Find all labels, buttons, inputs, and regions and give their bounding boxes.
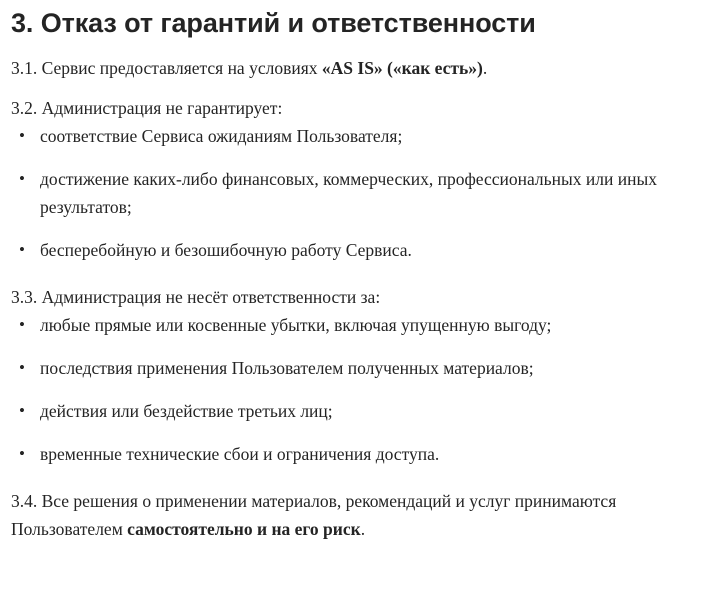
clause-3-1-text: 3.1. Сервис предоставляется на условиях	[11, 58, 322, 78]
list-item	[11, 122, 711, 150]
bullet-icon: •	[19, 401, 25, 420]
bullet-icon: •	[19, 126, 25, 145]
bullet-icon: •	[19, 240, 25, 259]
clause-3-4-bold: самостоятельно и на его риск	[127, 519, 361, 539]
list-item-text: достижение каких-либо финансовых, коммерческих, профессиональных или иных результатов;	[40, 169, 657, 217]
clause-3-4-text: 3.4. Все решения о применении материалов, рекомендаций и услуг принимаются Пользователем	[11, 491, 617, 539]
document-section	[11, 0, 711, 543]
section-heading: 3. Отказ от гарантий и ответственности	[11, 8, 536, 38]
bullet-icon: •	[19, 169, 25, 188]
bullet-icon: •	[19, 315, 25, 334]
list-item-text: любые прямые или косвенные убытки, включая упущенную выгоду;	[40, 315, 552, 335]
list-item-text: соответствие Сервиса ожиданиям Пользователя;	[40, 126, 403, 146]
clause-3-4-end: .	[360, 519, 366, 539]
bullet-icon: •	[19, 444, 25, 463]
clause-3-1	[11, 54, 711, 82]
list-item-text: действия или бездействие третьих лиц;	[40, 401, 333, 421]
list-item	[11, 311, 711, 339]
list-item	[11, 440, 711, 468]
clause-3-2: 3.2. Администрация не гарантирует:	[11, 98, 283, 118]
clause-3-3: 3.3. Администрация не несёт ответственности за:	[11, 287, 381, 307]
clause-3-1-end: .	[482, 58, 488, 78]
clause-3-4	[11, 487, 711, 543]
list-item	[11, 354, 711, 382]
list-item	[11, 165, 711, 221]
list-item-text: временные технические сбои и ограничения доступа.	[40, 444, 440, 464]
list-item-text: последствия применения Пользователем полученных материалов;	[40, 358, 534, 378]
guarantee-list	[11, 122, 711, 264]
clause-3-1-bold: «AS IS» («как есть»)	[321, 58, 483, 78]
liability-list	[11, 311, 711, 468]
list-item	[11, 397, 711, 425]
list-item	[11, 236, 711, 264]
bullet-icon: •	[19, 358, 25, 377]
list-item-text: бесперебойную и безошибочную работу Сервиса.	[40, 240, 412, 260]
